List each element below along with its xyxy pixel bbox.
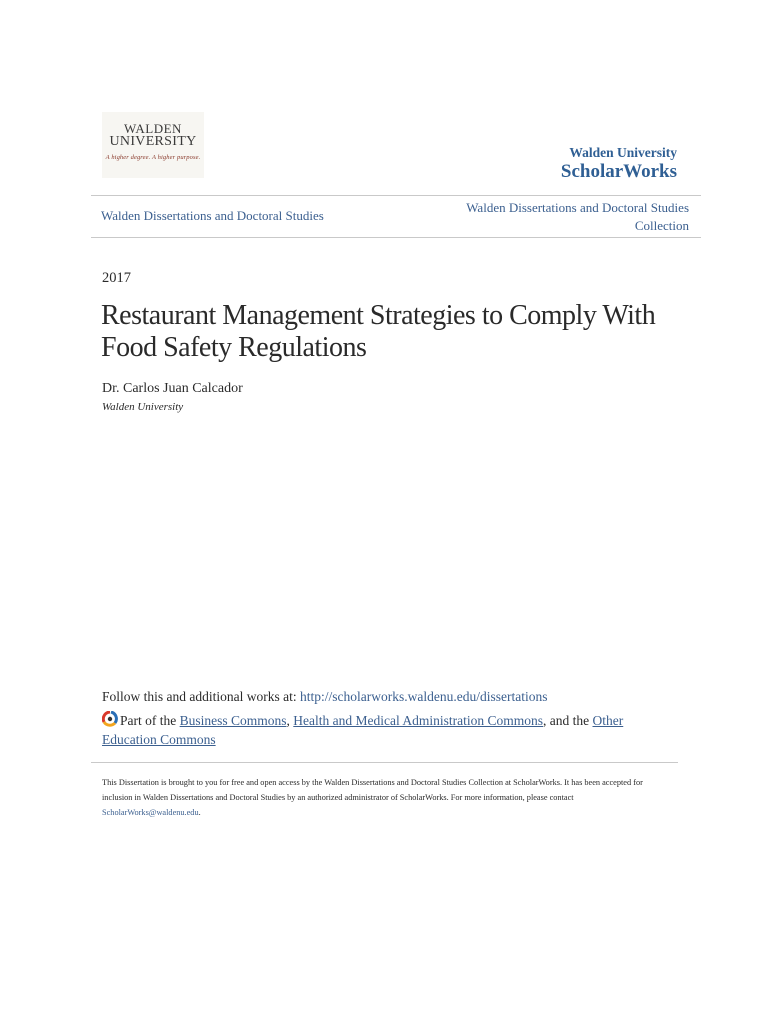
part-of-line: [102, 711, 667, 749]
partof-sep2: , and the: [543, 713, 593, 728]
paper-title: Restaurant Management Strategies to Comply With Food Safety Regulations: [101, 300, 656, 363]
notice-end: .: [198, 808, 201, 817]
follow-line: [102, 689, 547, 705]
logo-line-walden: WALDEN: [124, 121, 182, 136]
access-notice: [102, 775, 672, 820]
paper-author: Dr. Carlos Juan Calcador: [102, 381, 243, 396]
bepress-commons-icon: [102, 711, 118, 727]
health-admin-commons-link[interactable]: Health and Medical Administration Commons: [293, 713, 543, 728]
collection-link-line2: Collection: [634, 218, 689, 233]
walden-university-logo[interactable]: [102, 112, 204, 178]
logo-line-university: UNIVERSITY: [109, 134, 197, 149]
other-education-commons-link[interactable]: Other Education Commons: [102, 713, 624, 747]
header-repository: ScholarWorks: [560, 161, 677, 182]
logo-tagline: A higher degree. A higher purpose.: [105, 154, 201, 161]
author-affiliation: Walden University: [102, 401, 184, 413]
notice-text: This Dissertation is brought to you for free and open access by the Walden Dissertations and Doctoral Studies Collection at ScholarWorks. It has been accepted for inclusion in Walden Dissertations and Doctoral Studies by an authorized administrator of ScholarWorks. For more information, please contact: [102, 778, 643, 802]
dissertations-link[interactable]: Walden Dissertations and Doctoral Studies: [101, 208, 324, 223]
publication-year: 2017: [102, 270, 131, 286]
dissertations-url-link[interactable]: http://scholarworks.waldenu.edu/dissertations: [300, 689, 548, 704]
partof-prefix: Part of the: [120, 713, 180, 728]
collection-link[interactable]: [466, 199, 689, 235]
contact-email-link[interactable]: ScholarWorks@waldenu.edu: [102, 808, 199, 817]
scholarworks-header[interactable]: [561, 145, 677, 183]
header-institution: Walden University: [569, 145, 677, 160]
collection-link-line1: Walden Dissertations and Doctoral Studies: [466, 200, 689, 215]
follow-prefix: Follow this and additional works at:: [102, 689, 300, 704]
divider: [91, 762, 678, 763]
business-commons-link[interactable]: Business Commons: [179, 713, 287, 728]
partof-sep1: ,: [286, 713, 294, 728]
collection-band: [91, 195, 701, 238]
